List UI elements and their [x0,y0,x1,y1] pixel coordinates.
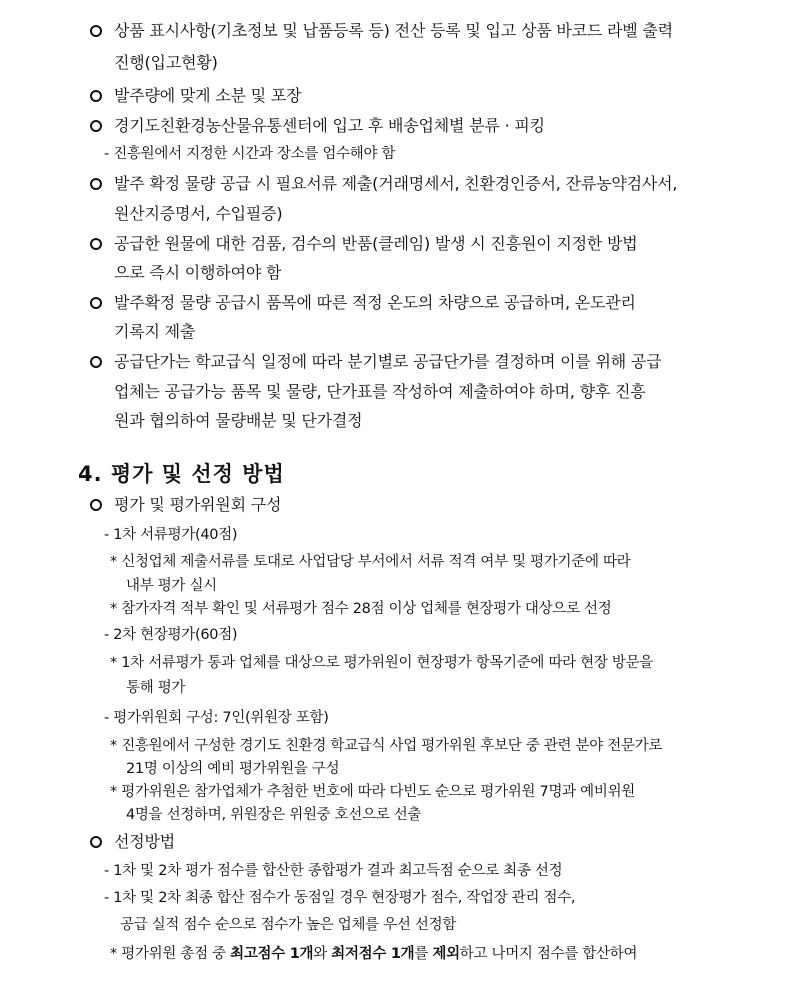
selection-note-suffix: 하고 나머지 점수를 합산하여 [459,946,638,962]
round2-note-line-1: * 1차 서류평가 통과 업체를 대상으로 평가위원이 현장평가 항목기준에 따라 현장 방문을 [110,655,654,671]
committee-note1-line-2: 21명 이상의 예비 평가위원을 구성 [126,761,340,777]
bullet-circle-icon [90,178,102,190]
round2-label: - 2차 현장평가(60점) [104,627,238,643]
selection-note [110,943,637,965]
bullet-circle-icon [90,297,102,309]
item-7-line-3: 원과 협의하여 물량배분 및 단가결정 [114,411,363,430]
round1-note2: * 참가자격 적부 확인 및 서류평가 점수 28점 이상 업체를 현장평가 대상으로 선정 [110,601,612,617]
committee-note2-line-1: * 평가위원은 참가업체가 추첨한 번호에 따라 다빈도 순으로 평가위원 7명과 예비위원 [110,784,636,800]
committee-label: - 평가위원회 구성: 7인(위원장 포함) [104,710,329,726]
selection-title: 선정방법 [114,832,176,851]
item-4-line-1: 발주 확정 물량 공급 시 필요서류 제출(거래명세서, 친환경인증서, 잔류농약검사서, [114,174,678,193]
item-5-line-1: 공급한 원물에 대한 검품, 검수의 반품(클레임) 발생 시 진흥원이 지정한 방법 [114,234,638,253]
item-6-line-1: 발주확정 물량 공급시 품목에 따른 적정 온도의 차량으로 공급하며, 온도관리 [114,293,636,312]
bullet-circle-icon [90,90,102,102]
selection-note-bold-exclude: 제외 [432,946,460,962]
item-7-line-1: 공급단가는 학교급식 일정에 따라 분기별로 공급단가를 결정하며 이를 위해 공급 [114,352,662,371]
bullet-circle-icon [90,120,102,132]
bullet-circle-icon [90,836,102,848]
round2-note-line-2: 통해 평가 [126,680,186,696]
committee-note2-line-2: 4명을 선정하며, 위원장은 위원중 호선으로 선출 [126,807,422,823]
selection-note-prefix: * 평가위원 총점 중 [110,946,231,962]
round1-note1-line-1: * 신청업체 제출서류를 토대로 사업담당 부서에서 서류 적격 여부 및 평가기준에 따라 [110,554,631,570]
selection-rule1: - 1차 및 2차 평가 점수를 합산한 종합평가 결과 최고득점 순으로 최종 선정 [104,863,563,879]
bullet-circle-icon [90,238,102,250]
selection-note-mid2: 를 [414,946,433,962]
selection-note-bold-min: 최저점수 1개 [331,946,415,962]
item-3: 경기도친환경농산물유통센터에 입고 후 배송업체별 분류 · 피킹 [114,116,545,135]
eval-committee-title: 평가 및 평가위원회 구성 [114,495,282,514]
selection-rule2-line-1: - 1차 및 2차 최종 합산 점수가 동점일 경우 현장평가 점수, 작업장 관리 점수, [104,890,576,906]
section-heading: 4. 평가 및 선정 방법 [78,462,285,486]
item-4-line-2: 원산지증명서, 수입필증) [114,204,283,223]
round1-note1-line-2: 내부 평가 실시 [126,578,217,594]
bullet-circle-icon [90,356,102,368]
selection-note-mid1: 와 [313,946,332,962]
item-1-line-2: 진행(입고현황) [114,53,218,72]
item-2: 발주량에 맞게 소분 및 포장 [114,86,302,105]
item-1-line-1: 상품 표시사항(기초정보 및 납품등록 등) 전산 등록 및 입고 상품 바코드 라벨 출력 [114,21,673,40]
bullet-circle-icon [90,25,102,37]
selection-note-bold-max: 최고점수 1개 [230,946,314,962]
bullet-circle-icon [90,499,102,511]
committee-note1-line-1: * 진흥원에서 구성한 경기도 친환경 학교급식 사업 평가위원 후보단 중 관련 분야 전문가로 [110,738,663,754]
round1-label: - 1차 서류평가(40점) [104,527,238,543]
selection-rule2-line-2: 공급 실적 점수 순으로 점수가 높은 업체를 우선 선정함 [120,917,457,933]
item-5-line-2: 으로 즉시 이행하여야 함 [114,263,282,282]
item-3-sub: - 진흥원에서 지정한 시간과 장소를 엄수해야 함 [104,146,396,162]
item-7-line-2: 업체는 공급가능 품목 및 물량, 단가표를 작성하여 제출하여야 하며, 향후 진흥 [114,382,646,401]
item-6-line-2: 기록지 제출 [114,322,196,341]
